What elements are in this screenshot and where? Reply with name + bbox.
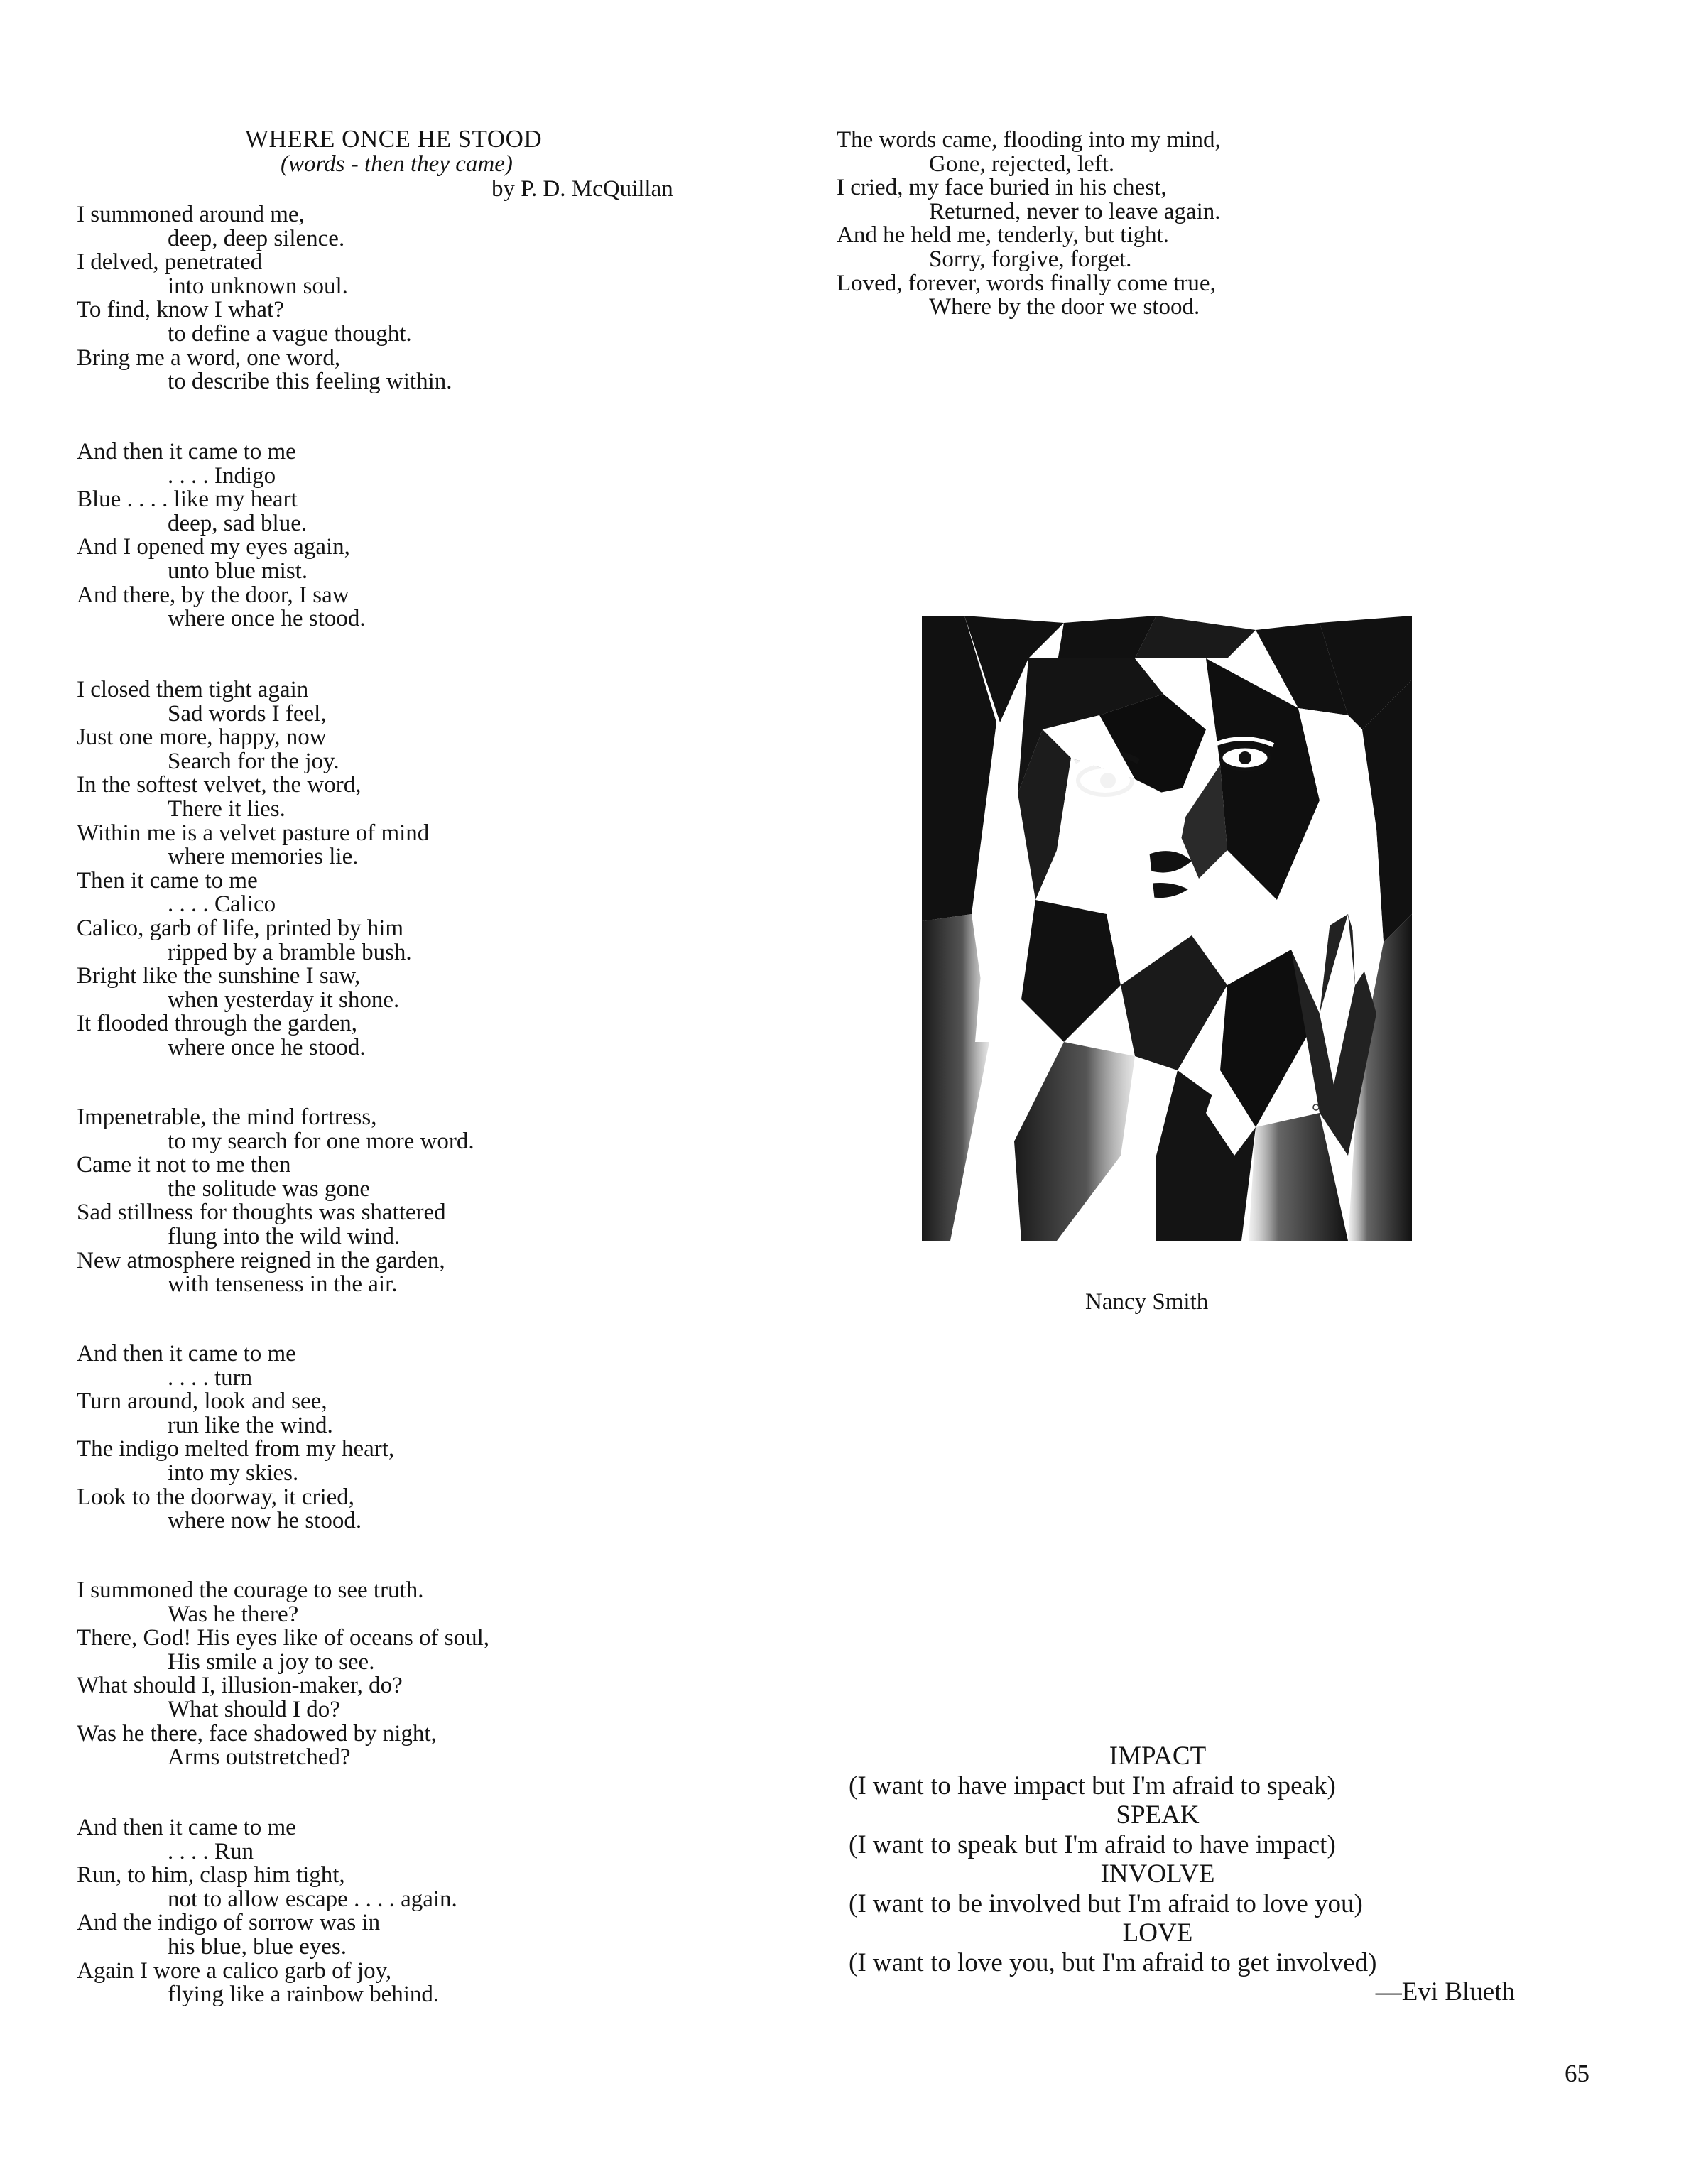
poem-line: I closed them tight again: [77, 677, 309, 702]
poem-line: In the softest velvet, the word,: [77, 772, 362, 798]
poem-line: I cried, my face buried in his chest,: [837, 175, 1167, 201]
poem-line: deep, deep silence.: [168, 225, 345, 251]
poem-stanza: [77, 440, 366, 631]
poem-line: Turn around, look and see,: [77, 1389, 327, 1415]
poem-line: I summoned the courage to see truth.: [77, 1577, 424, 1603]
impact-line: (I want to love you, but I'm afraid to get involved): [849, 1947, 1377, 1977]
poem-line: into my skies.: [168, 1460, 299, 1486]
poem-line: run like the wind.: [168, 1412, 333, 1438]
poem-line: deep, sad blue.: [168, 510, 308, 536]
poem-line: unto blue mist.: [168, 558, 308, 584]
poem-line: Then it came to me: [77, 867, 258, 893]
poem-line: Loved, forever, words finally come true,: [837, 270, 1216, 296]
poem-stanza: [77, 1816, 457, 2007]
poem-line: Within me is a velvet pasture of mind: [77, 820, 430, 846]
poem-line: Calico, garb of life, printed by him: [77, 915, 404, 941]
poem-line: Was he there?: [168, 1601, 299, 1627]
poem-line: And there, by the door, I saw: [77, 582, 349, 608]
poem-stanza: [77, 1342, 394, 1533]
poem-line: . . . . turn: [168, 1364, 253, 1391]
poem-line: Run, to him, clasp him tight,: [77, 1862, 345, 1889]
impact-line: (I want to have impact but I'm afraid to speak): [849, 1771, 1336, 1800]
poem-line: . . . . Indigo: [168, 462, 276, 489]
poem-line: not to allow escape . . . . again.: [168, 1886, 457, 1912]
poem-line: to define a vague thought.: [168, 320, 412, 347]
poem-line: Arms outstretched?: [168, 1744, 351, 1771]
poem-line: flying like a rainbow behind.: [168, 1982, 440, 2008]
poem-line: Impenetrable, the mind fortress,: [77, 1104, 377, 1130]
impact-line: (I want to be involved but I'm afraid to love you): [849, 1889, 1363, 1918]
poem-line: to describe this feeling within.: [168, 369, 452, 395]
poem-line: Blue . . . . like my heart: [77, 487, 298, 513]
poem-line: where now he stood.: [168, 1508, 362, 1534]
poem-line: when yesterday it shone.: [168, 987, 400, 1013]
impact-author: —Evi Blueth: [1375, 1977, 1515, 2006]
impact-heading: LOVE: [1122, 1918, 1193, 1947]
poem-line: Search for the joy.: [168, 748, 339, 774]
poem-subtitle: (words - then they came): [281, 151, 513, 177]
poem-line: into unknown soul.: [168, 273, 348, 299]
poem-line: Came it not to me then: [77, 1152, 291, 1178]
poem-line: Returned, never to leave again.: [929, 198, 1221, 224]
impact-poem: [849, 1742, 1531, 2007]
poem-line: His smile a joy to see.: [168, 1648, 375, 1675]
poem-line: The indigo melted from my heart,: [77, 1436, 395, 1462]
poem-line: Was he there, face shadowed by night,: [77, 1720, 437, 1746]
poem-title: WHERE ONCE HE STOOD: [245, 125, 543, 153]
poem-line: ripped by a bramble bush.: [168, 939, 412, 965]
poem-continuation: [837, 129, 1221, 320]
poem-line: And the indigo of sorrow was in: [77, 1910, 381, 1936]
poem-line: There, God! His eyes like of oceans of soul,: [77, 1625, 489, 1651]
poem-line: Gone, rejected, left.: [929, 151, 1115, 177]
poem-line: . . . . Calico: [168, 891, 276, 918]
poem-line: where once he stood.: [168, 606, 366, 632]
poem-line: Bright like the sunshine I saw,: [77, 963, 361, 989]
poem-line: To find, know I what?: [77, 297, 284, 323]
poem-line: flung into the wild wind.: [168, 1223, 401, 1249]
poem-line: The words came, flooding into my mind,: [837, 127, 1221, 153]
impact-line: (I want to speak but I'm afraid to have impact): [849, 1830, 1336, 1859]
poem-line: It flooded through the garden,: [77, 1011, 357, 1037]
poem-line: Sorry, forgive, forget.: [929, 246, 1132, 272]
poem-byline: by P. D. McQuillan: [491, 176, 673, 202]
poem-line: I delved, penetrated: [77, 249, 263, 276]
poem-line: And he held me, tenderly, but tight.: [837, 222, 1170, 249]
poem-stanza: [77, 1579, 489, 1770]
poem-line: Sad words I feel,: [168, 700, 327, 727]
poem-line: I summoned around me,: [77, 202, 305, 227]
poem-stanza: [77, 678, 429, 1060]
poem-line: with tenseness in the air.: [168, 1271, 398, 1298]
artwork-caption: Nancy Smith: [1085, 1289, 1209, 1315]
poem-line: Just one more, happy, now: [77, 724, 327, 751]
poem-line: where memories lie.: [168, 844, 359, 870]
poem-line: What should I do?: [168, 1696, 340, 1722]
poem-line: his blue, blue eyes.: [168, 1933, 347, 1960]
poem-line: And I opened my eyes again,: [77, 534, 350, 560]
poem-line: There it lies.: [168, 795, 286, 822]
poem-line: New atmosphere reigned in the garden,: [77, 1247, 445, 1273]
poem-line: And then it came to me: [77, 439, 296, 464]
woodcut-portrait-artwork: [922, 616, 1412, 1255]
page-number: 65: [1565, 2060, 1589, 2087]
poem-line: the solitude was gone: [168, 1175, 371, 1202]
poem-stanza: [77, 203, 452, 394]
impact-heading: INVOLVE: [1100, 1859, 1215, 1889]
poem-line: Sad stillness for thoughts was shattered: [77, 1200, 446, 1226]
poem-line: And then it came to me: [77, 1341, 296, 1367]
poem-line: And then it came to me: [77, 1815, 296, 1840]
poem-line: Again I wore a calico garb of joy,: [77, 1957, 392, 1984]
poem-line: Bring me a word, one word,: [77, 344, 341, 371]
impact-heading: IMPACT: [1109, 1742, 1207, 1771]
poem-stanza: [77, 1106, 474, 1297]
poem-line: Look to the doorway, it cried,: [77, 1484, 355, 1510]
impact-heading: SPEAK: [1116, 1800, 1200, 1830]
poem-line: . . . . Run: [168, 1838, 254, 1864]
poem-line: where once he stood.: [168, 1034, 366, 1060]
poem-line: to my search for one more word.: [168, 1128, 474, 1154]
poem-line: What should I, illusion-maker, do?: [77, 1673, 403, 1699]
poem-line: Where by the door we stood.: [929, 294, 1200, 320]
